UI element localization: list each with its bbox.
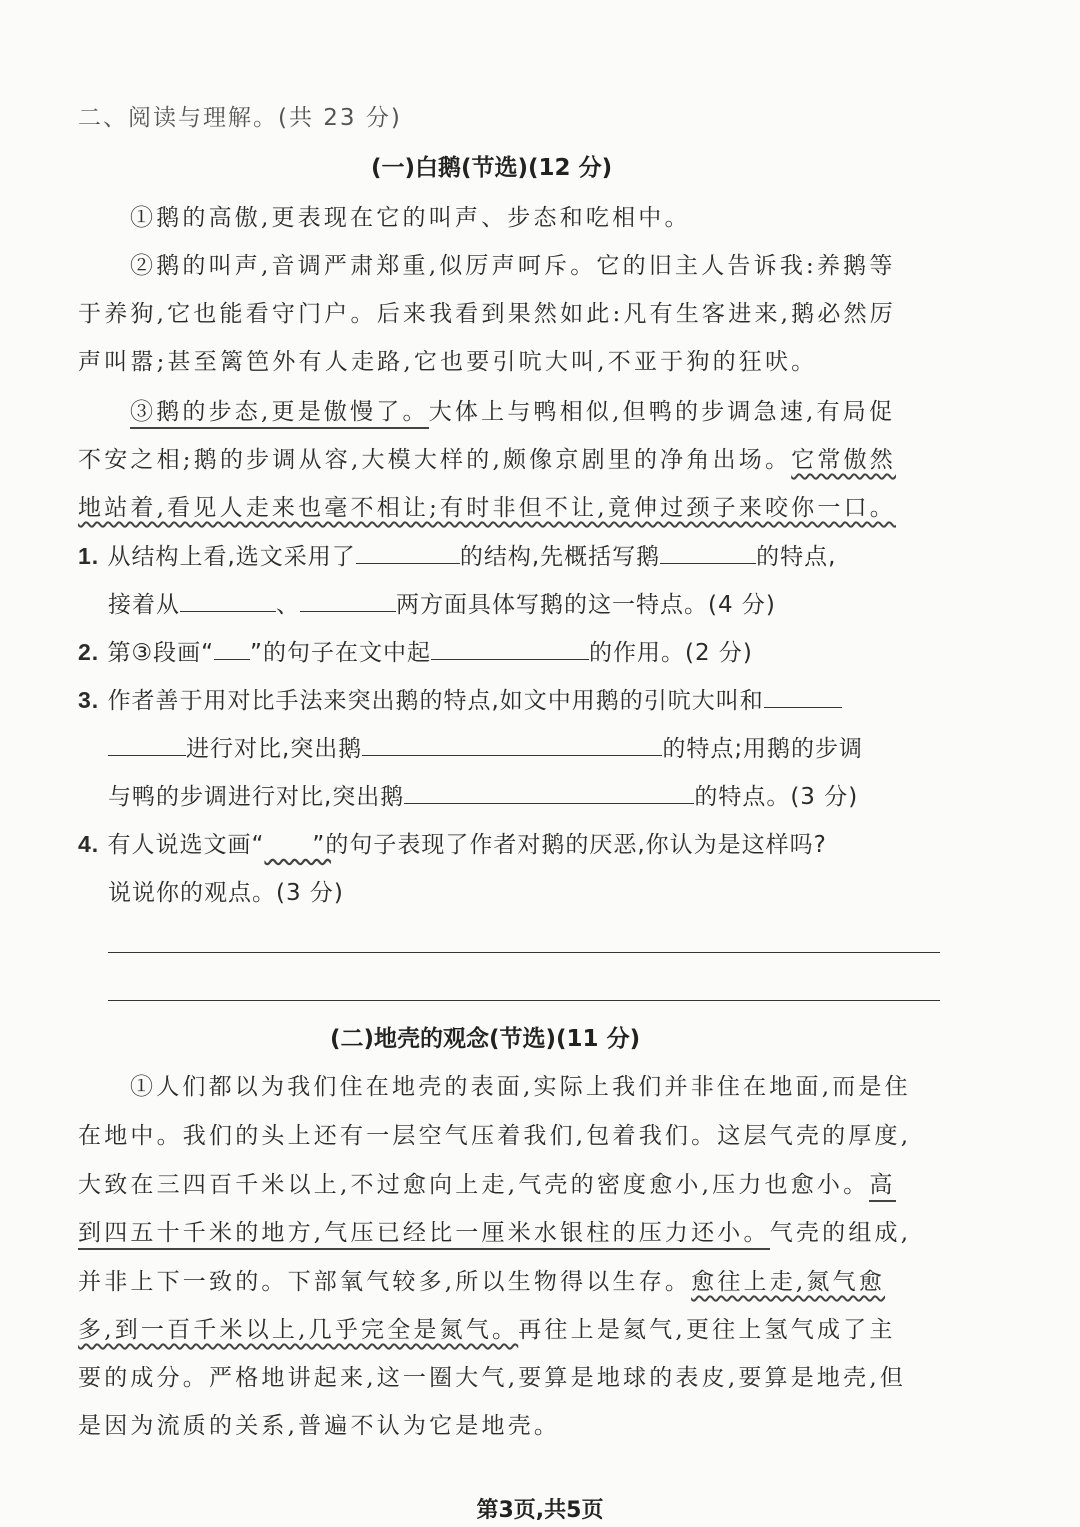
straight-underlined-sentence: ③鹅的步态,更是傲慢了。 [130,399,429,429]
answer-blank[interactable] [764,706,842,708]
passage1-paragraph2-line1: ②鹅的叫声,音调严肃郑重,似厉声呵斥。它的旧主人告诉我:养鹅等 [130,253,896,279]
passage2-title: (二)地壳的观念(节选)(11 分) [330,1026,641,1052]
answer-blank[interactable] [362,754,662,756]
passage1-paragraph2-line3: 声叫嚣;甚至篱笆外有人走路,它也要引吭大叫,不亚于狗的狂吠。 [78,349,818,375]
underline-sample [214,658,250,660]
passage2-line1: ①人们都以为我们住在地壳的表面,实际上我们并非住在地面,而是住 [130,1074,911,1100]
answer-blank[interactable] [356,562,460,564]
passage2-line3: 大致在三四百千米以上,不过愈向上走,气壳的密度愈小,压力也愈小。高 [78,1166,896,1199]
passage2-line6: 多,到一百千米以上,几乎完全是氮气。再往上是氦气,更往上氢气成了主 [78,1317,896,1343]
question-2: 2. 第③段画“ ”的句子在文中起 的作用。(2 分) [78,639,753,666]
wavy-underline-sample [264,832,312,858]
question-1-line1: 1. 从结构上看,选文采用了 的结构,先概括写鹅 的特点, [78,543,837,570]
wavy-underlined-sentence-start: 愈往上走,氮气愈 [691,1269,886,1295]
question-3-line1: 3. 作者善于用对比手法来突出鹅的特点,如文中用鹅的引吭大叫和 [78,682,842,715]
answer-line[interactable] [108,952,940,953]
answer-line[interactable] [108,1000,940,1001]
passage1-title: (一)白鹅(节选)(12 分) [371,155,613,181]
passage2-line2: 在地中。我们的头上还有一层空气压着我们,包着我们。这层气壳的厚度, [78,1123,912,1149]
wavy-underlined-sentence-end: 多,到一百千米以上,几乎完全是氮气。 [78,1317,519,1343]
passage1-paragraph3-line2: 不安之相;鹅的步调从容,大模大样的,颇像京剧里的净角出场。它常傲然 [78,447,896,473]
passage2-line4: 到四五十千米的地方,气压已经比一厘米水银柱的压力还小。气壳的组成, [78,1214,911,1247]
question-number: 1. [78,543,100,569]
passage1-paragraph1: ①鹅的高傲,更表现在它的叫声、步态和吃相中。 [130,205,691,231]
answer-blank[interactable] [108,754,186,756]
question-4-line1: 4. 有人说选文画“ ”的句子表现了作者对鹅的厌恶,你认为是这样吗? [78,831,827,858]
question-number: 2. [78,639,100,665]
question-3-line2: 进行对比,突出鹅 的特点;用鹅的步调 [108,730,863,763]
answer-blank[interactable] [180,610,276,612]
question-number: 4. [78,831,100,857]
straight-underlined-sentence-start: 高 [869,1172,895,1202]
passage2-line5: 并非上下一致的。下部氧气较多,所以生物得以生存。愈往上走,氮气愈 [78,1269,886,1295]
straight-underlined-sentence-end: 到四五十千米的地方,气压已经比一厘米水银柱的压力还小。 [78,1220,770,1250]
section-title: 二、阅读与理解。(共 23 分) [78,105,402,131]
question-4-line2: 说说你的观点。(3 分) [108,880,344,906]
answer-blank[interactable] [660,562,756,564]
question-1-line2: 接着从 、 两方面具体写鹅的这一特点。(4 分) [108,592,776,618]
answer-blank[interactable] [431,658,589,660]
passage1-paragraph3-line1: ③鹅的步态,更是傲慢了。大体上与鸭相似,但鸭的步调急速,有局促 [130,393,895,426]
passage1-paragraph3-line3 [78,489,896,522]
wavy-underlined-sentence-start: 它常傲然 [791,447,896,473]
question-number: 3. [78,687,100,713]
passage2-line7: 要的成分。严格地讲起来,这一圈大气,要算是地球的表皮,要算是地壳,但 [78,1365,907,1391]
question-3-line3: 与鸭的步调进行对比,突出鹅 的特点。(3 分) [108,784,859,810]
passage2-line8: 是因为流质的关系,普遍不认为它是地壳。 [78,1413,561,1439]
wavy-underlined-sentence-end: 地站着,看见人走来也毫不相让;有时非但不让,竟伸过颈子来咬你一口。 [78,495,896,521]
answer-blank[interactable] [404,802,694,804]
answer-blank[interactable] [300,610,396,612]
passage1-paragraph2-line2: 于养狗,它也能看守门户。后来我看到果然如此:凡有生客进来,鹅必然厉 [78,301,896,327]
page-number: 第3页,共5页 [476,1498,604,1523]
